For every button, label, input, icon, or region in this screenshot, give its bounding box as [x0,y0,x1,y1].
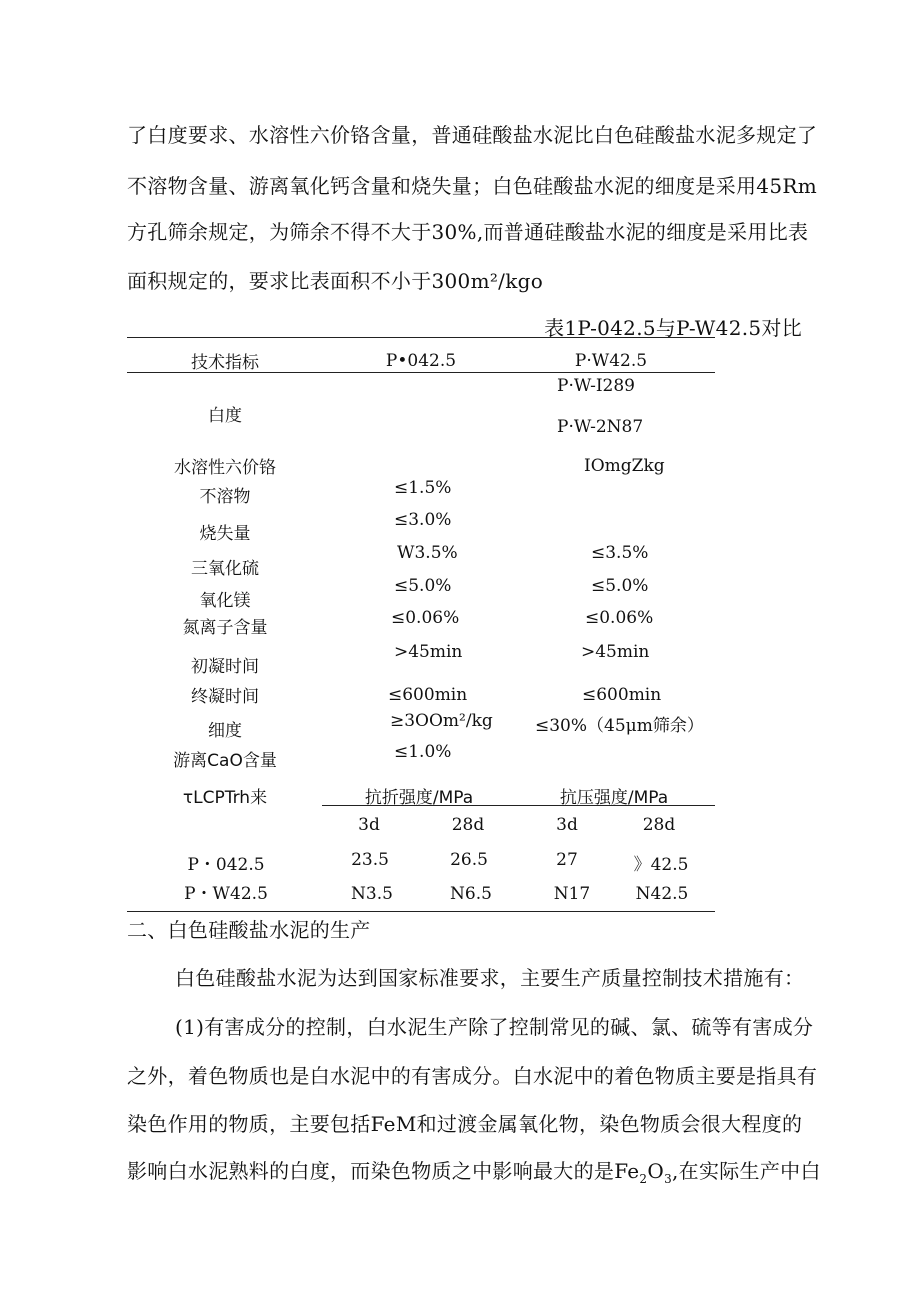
section-line-4 [127,1155,821,1186]
age-compressive-3d: 3d [556,815,578,835]
row-po-final-set: ≤600min [388,685,468,705]
strength-row-po-value: 26.5 [450,850,488,870]
row-name-chromium: 水溶性六价铬 [174,458,276,478]
strength-row-pw-value: N6.5 [450,884,492,904]
row-name-insoluble: 不溶物 [199,487,251,507]
strength-label: τLCPTrh来 [182,788,268,808]
strength-row-pw-value: N3.5 [351,884,393,904]
row-name-fineness: 细度 [208,721,242,741]
subscript-3: 3 [664,1172,672,1186]
table-bottom-rule [127,911,715,912]
section-heading: 二、白色硅酸盐水泥的生产 [127,918,371,942]
row-pw-chloride: ≤0.06% [585,608,654,628]
intro-line-1: 了白度要求、水溶性六价铬含量，普通硅酸盐水泥比白色硅酸盐水泥多规定了 [127,123,818,147]
row-pw-initial-set: >45min [581,642,650,662]
section-lead: 白色硅酸盐水泥为达到国家标准要求，主要生产质量控制技术措施有： [175,966,805,990]
row-po-free-cao: ≤1.0% [394,742,452,762]
row-name-free-cao: 游离CaO含量 [173,751,277,771]
row-name-mgo: 氧化镁 [199,591,251,611]
strength-row-po-name: P・042.5 [187,855,265,875]
whiteness-pw-2: P·W-2N87 [557,417,644,437]
age-flexural-3d: 3d [358,815,380,835]
age-compressive-28d: 28d [642,815,676,835]
row-po-initial-set: >45min [394,642,463,662]
strength-row-po-value: 》42.5 [633,855,689,875]
strength-row-po-value: 23.5 [351,850,389,870]
section-line-2: 之外，着色物质也是白水泥中的有害成分。白水泥中的着色物质主要是指具有 [127,1064,818,1088]
row-pw-fineness: ≤30%（45μm筛余） [535,716,704,736]
row-po-fineness: ≥3OOm²/kg [390,711,493,731]
table-top-rule [127,337,715,338]
table-caption: 表1P-042.5与P-W42.5对比 [544,316,802,340]
strength-row-po-value: 27 [556,850,578,870]
header-pw: P·W42.5 [574,351,648,371]
row-name-chloride: 氮离子含量 [182,618,268,638]
whiteness-pw-1: P·W-I289 [557,376,635,396]
header-po: P•042.5 [385,351,457,371]
row-pw-so3: ≤3.5% [591,543,649,563]
header-indicator: 技术指标 [191,353,259,373]
row-po-ignition-loss: ≤3.0% [394,510,452,530]
row-pw-chromium: IOmgZkg [584,456,665,476]
line-4-after: ,在实际生产中白 [672,1159,821,1183]
strength-row-pw-name: P・W42.5 [184,884,268,904]
section-line-1: (1)有害成分的控制，白水泥生产除了控制常见的碱、氯、硫等有害成分 [175,1015,814,1039]
row-pw-final-set: ≤600min [582,685,662,705]
row-po-insoluble: ≤1.5% [394,478,452,498]
age-flexural-28d: 28d [451,815,485,835]
row-po-so3: W3.5% [397,543,458,563]
row-name-so3: 三氧化硫 [191,559,259,579]
row-name-initial-set: 初凝时间 [191,657,259,677]
intro-line-3: 方孔筛余规定，为筛余不得不大于30%,而普通硅酸盐水泥的细度是采用比表 [127,220,809,244]
row-pw-mgo: ≤5.0% [591,576,649,596]
intro-line-4: 面积规定的，要求比表面积不小于300m²/kgo [127,269,544,293]
row-po-chloride: ≤0.06% [391,608,460,628]
whiteness-label: 白度 [208,406,242,426]
row-name-final-set: 终凝时间 [191,687,259,707]
strength-row-pw-value: N42.5 [635,884,689,904]
intro-line-2: 不溶物含量、游离氧化钙含量和烧失量；白色硅酸盐水泥的细度是采用45Rm [127,174,817,198]
row-po-mgo: ≤5.0% [394,576,452,596]
section-line-3: 染色作用的物质，主要包括FeM和过渡金属氧化物，染色物质会很大程度的 [127,1112,803,1136]
row-name-ignition-loss: 烧失量 [199,524,251,544]
line-4-oxygen: O [647,1159,665,1183]
subscript-2: 2 [639,1172,648,1186]
strength-row-pw-value: N17 [553,884,591,904]
flexural-header: 抗折强度/MPa [364,788,474,808]
compressive-header: 抗压强度/MPa [559,788,669,808]
line-4-before: 影响白水泥熟料的白度，而染色物质之中影响最大的是Fe [127,1159,640,1183]
